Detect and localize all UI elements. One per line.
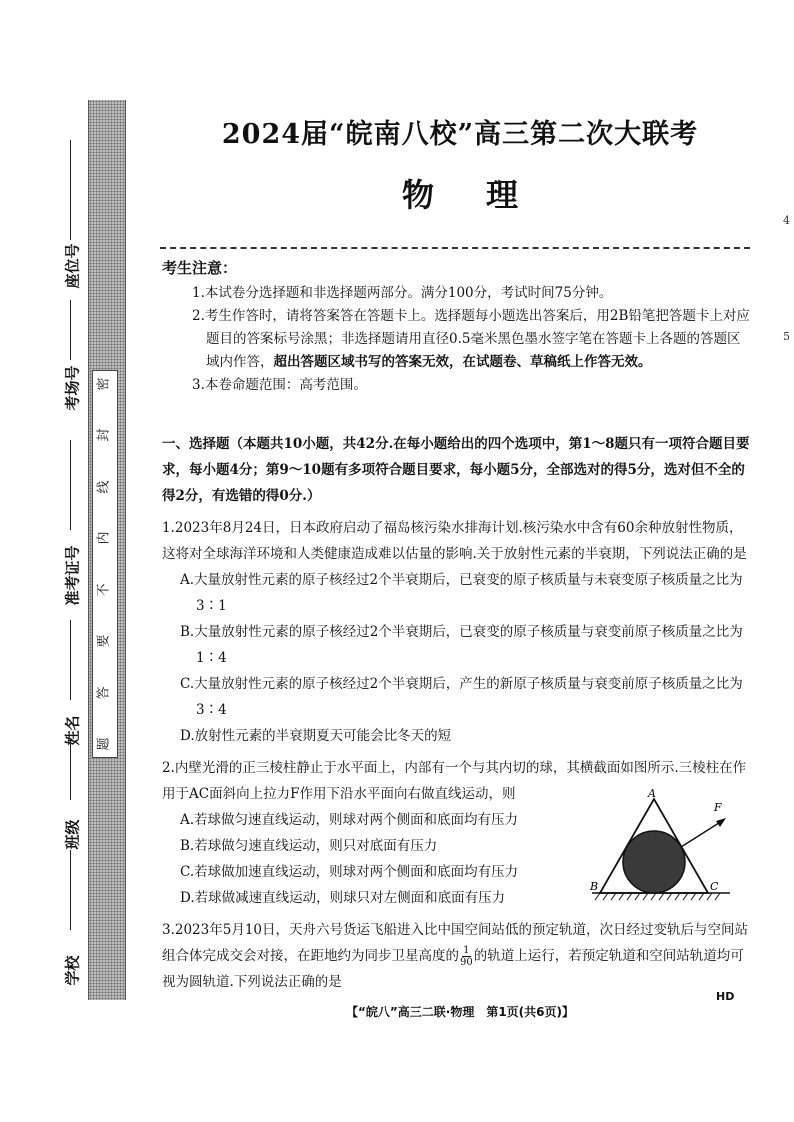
notice-item: 1.本试卷分选择题和非选择题两部分。满分100分，考试时间75分钟。 <box>192 285 613 301</box>
notice-emphasis: 超出答题区域书写的答案无效，在试题卷、草稿纸上作答无效。 <box>273 354 652 370</box>
school-field[interactable] <box>48 850 88 990</box>
section-heading <box>162 431 752 509</box>
binding-margin <box>0 0 80 1122</box>
room-number-field[interactable] <box>48 300 88 440</box>
page-footer: 【“皖八”高三二联·物理 第1页(共6页)】 <box>345 1005 574 1019</box>
ticket-number-label: 准考证号 <box>63 545 82 606</box>
room-number-label: 考场号 <box>63 365 82 411</box>
prism-ball-figure <box>592 789 742 909</box>
fraction-denominator: 90 <box>460 957 473 968</box>
option-b[interactable]: B.若球做匀速直线运动，则只对底面有压力 <box>180 838 438 854</box>
ball <box>623 831 685 893</box>
notice-list <box>162 282 752 397</box>
exam-content <box>162 257 752 995</box>
label-f: F <box>714 801 722 814</box>
options <box>162 567 752 749</box>
label-a: A <box>648 787 656 800</box>
question-stem: 1.2023年8月24日，日本政府启动了福岛核污染水排海计划.核污染水中含有60余种放射性物质，这将对全球海洋环境和人类健康造成难以估量的影响.关于放射性元素的半衰期，下列说法正确的是 <box>162 520 747 562</box>
option-d[interactable]: D.若球做减速直线运动，则球只对左侧面和底面有压力 <box>180 890 506 906</box>
notice-item-text: 2.考生作答时，请将答案答在答题卡上。选择题每小题选出答案后，用2B铅笔把答题卡上对应题目的答案标号涂黑；非选择题请用直径0.5毫米黑色墨水签字笔在答题卡上各题的答题区域内作答， <box>192 308 750 370</box>
school-label: 学校 <box>63 955 82 986</box>
ticket-number-field[interactable] <box>48 440 88 620</box>
question-3 <box>162 917 752 995</box>
header-divider <box>160 247 750 249</box>
paper-code: HD <box>716 990 735 1003</box>
notice-title: 考生注意： <box>162 259 238 277</box>
question-2 <box>162 755 752 911</box>
label-b: B <box>590 880 599 893</box>
notice-item <box>192 305 752 374</box>
question-stem <box>162 917 752 995</box>
seal-char: 封 <box>96 428 112 442</box>
label-c: C <box>710 880 719 893</box>
options <box>162 807 620 911</box>
option-a[interactable]: A.若球做匀速直线运动，则球对两个侧面和底面均有压力 <box>180 812 519 828</box>
question-stem: 2.内壁光滑的正三棱柱静止于水平面上，内部有一个与其内切的球，其横截面如图所示.三棱柱在作用于AC面斜向上拉力F作用下沿水平面向右做直线运动，则 <box>162 760 747 802</box>
question-stem-text: 3.2023年5月10日，天舟六号货运飞船进入比中国空间站低的预定轨道，次日经过变轨后与空间站组合体完成交会对接，在距地约为同步卫星高度的 <box>162 922 749 964</box>
exam-title: 2024届“皖南八校”高三第二次大联考 <box>221 119 699 150</box>
option-a[interactable]: A.大量放射性元素的原子核经过2个半衰期后，已衰变的原子核质量与未衰变原子核质量之比为3∶1 <box>180 572 743 614</box>
force-arrow <box>681 821 722 847</box>
edge-mark: 4 <box>783 214 790 227</box>
seal-char: 答 <box>96 686 112 700</box>
seal-char: 内 <box>96 531 112 545</box>
section-label: 一、选择题 <box>162 436 230 452</box>
option-b[interactable]: B.大量放射性元素的原子核经过2个半衰期后，已衰变的原子核质量与衰变前原子核质量之比为1∶4 <box>180 624 743 666</box>
seal-char: 要 <box>96 634 112 648</box>
seal-char: 题 <box>96 737 112 751</box>
option-c[interactable]: C.大量放射性元素的原子核经过2个半衰期后，产生的新原子核质量与衰变前原子核质量之比为3∶4 <box>180 676 743 718</box>
question-1 <box>162 515 752 749</box>
seat-number-field[interactable] <box>48 140 88 290</box>
fraction-numerator: 1 <box>463 945 470 956</box>
name-field[interactable] <box>48 620 88 746</box>
name-label: 姓名 <box>63 715 82 746</box>
subject-title: 物理 <box>401 176 570 214</box>
arrow-head <box>716 818 726 827</box>
option-c[interactable]: C.若球做加速直线运动，则球对两个侧面和底面均有压力 <box>180 864 519 880</box>
seal-line-notice <box>92 370 118 758</box>
option-d[interactable]: D.放射性元素的半衰期夏天可能会比冬天的短 <box>180 728 452 744</box>
seal-char: 不 <box>96 583 112 597</box>
class-field[interactable] <box>48 740 88 850</box>
notice-item: 3.本卷命题范围：高考范围。 <box>192 377 367 393</box>
seal-char: 密 <box>96 377 112 391</box>
edge-mark: 5 <box>783 330 790 343</box>
section-instructions: （本题共10小题，共42分.在每小题给出的四个选项中，第1～8题只有一项符合题目要求，每小题4分；第9～10题有多项符合题目要求，每小题5分，全部选对的得5分，选对但不全的得2分，有选错的得0分.） <box>162 436 750 504</box>
class-label: 班级 <box>63 819 82 850</box>
fraction <box>460 945 473 968</box>
seal-char: 线 <box>96 480 112 494</box>
seat-number-label: 座位号 <box>63 243 82 289</box>
question-stem-text: 的轨道上运行，若预定轨道和空间站轨道均可视为圆轨道.下列说法正确的是 <box>162 948 744 990</box>
ground-hatching <box>595 893 720 900</box>
